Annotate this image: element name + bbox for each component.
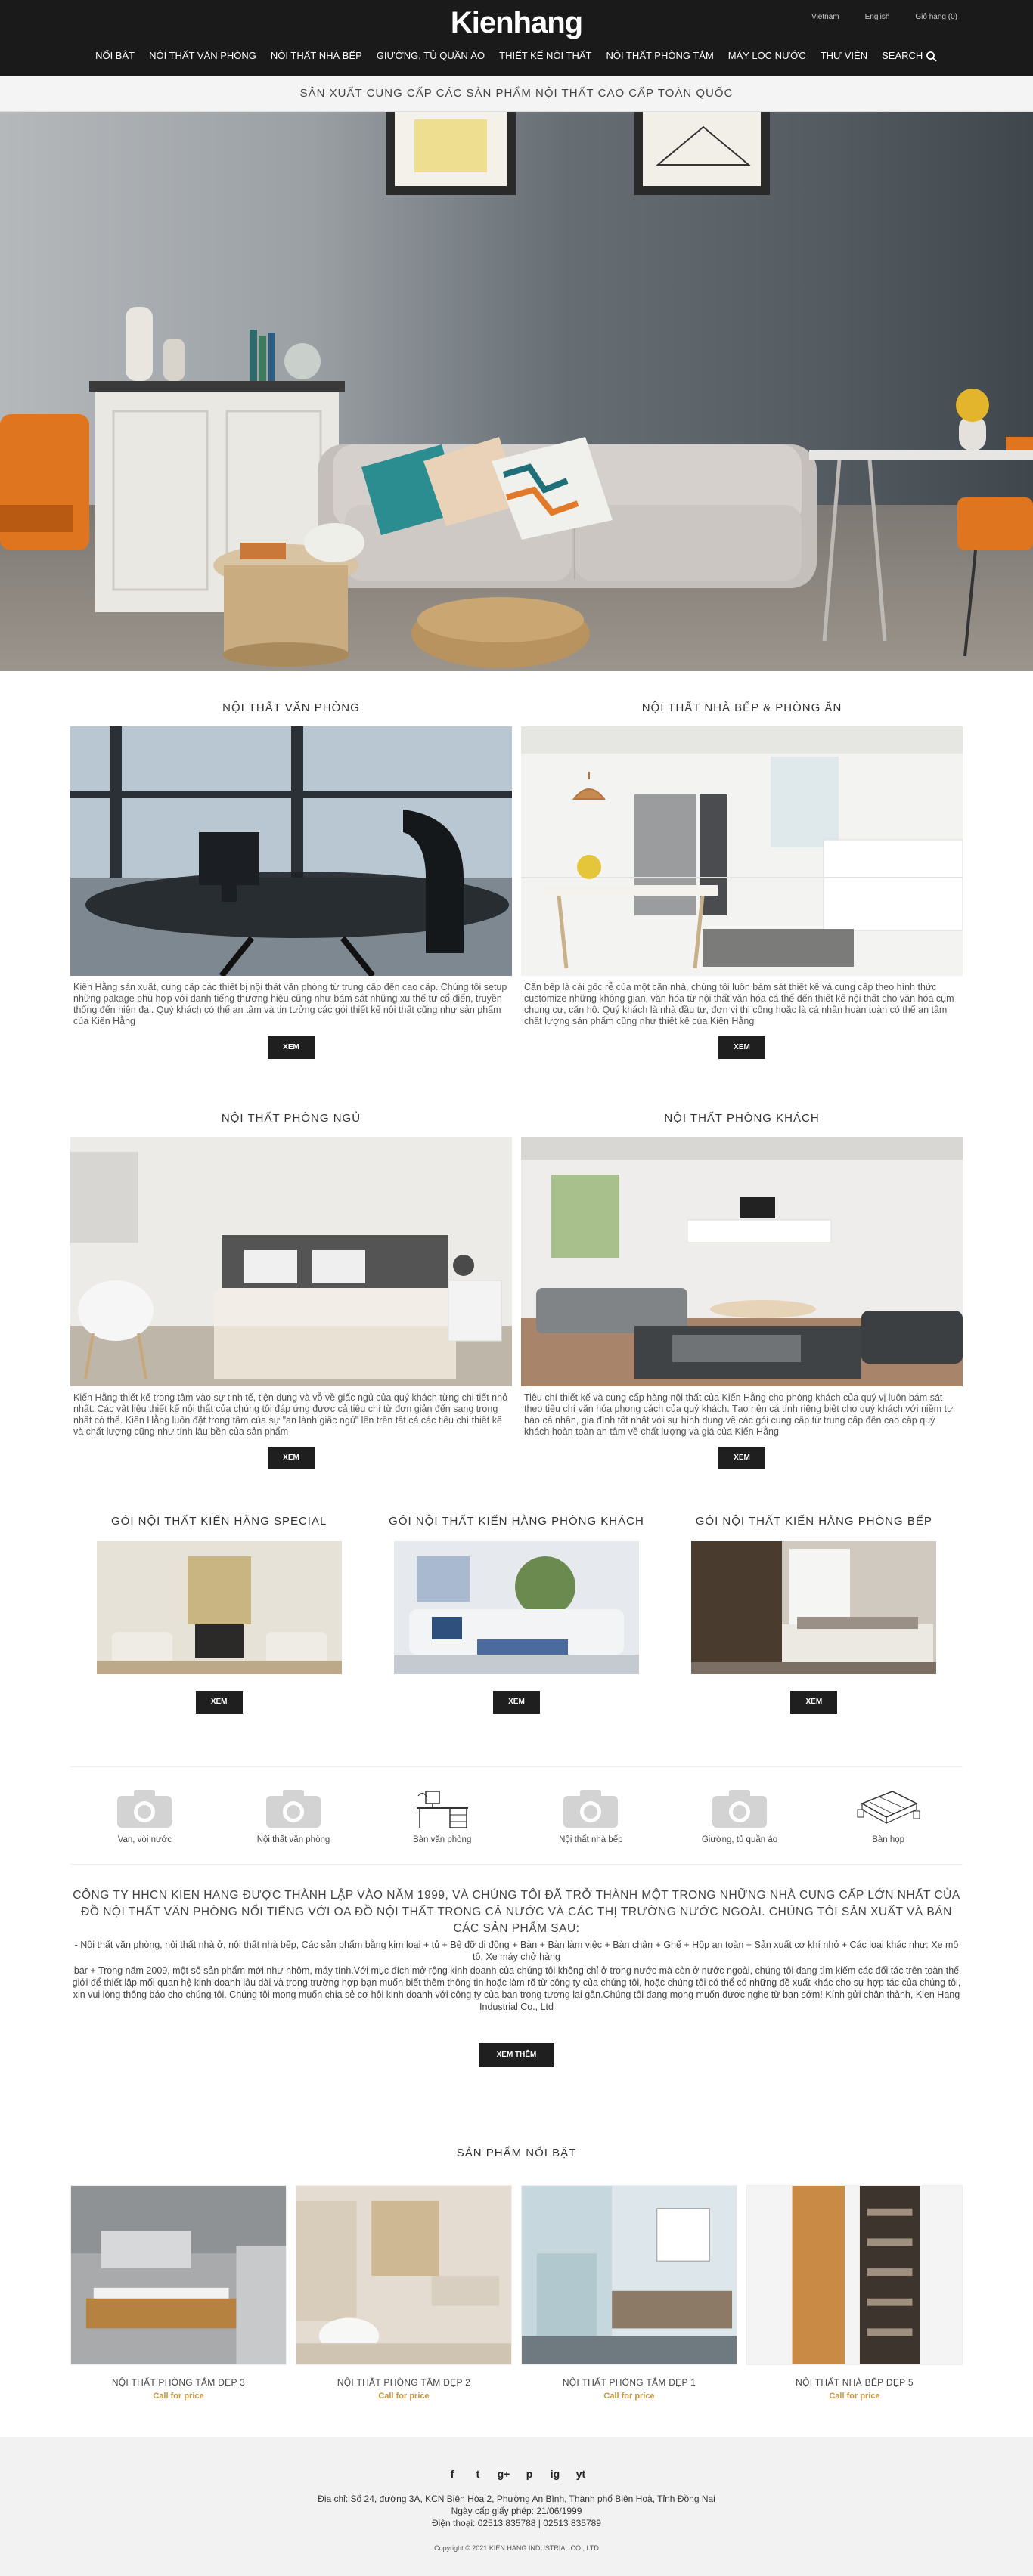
category-title[interactable]: NỘI THẤT PHÒNG NGỦ [221, 1112, 361, 1125]
view-office-button[interactable]: XEM [268, 1036, 315, 1059]
company-intro [70, 1887, 963, 2067]
bathroom-1-image[interactable] [521, 2185, 737, 2365]
office-desk-icon [412, 1787, 473, 1829]
instagram-icon[interactable]: ig [550, 2468, 560, 2480]
category-description: Tiêu chí thiết kế và cung cấp hàng nội thất của Kiến Hằng cho phòng khách của quý vị luôn bám sát theo tiêu chí văn hóa phong cách của quý khách. Tạo nên cá tính riêng biệt cho quý khách với niềm tự hào cá nhân, gia đình tốt nhất với sự hình dung về các gói cung cấp từ trung cấp đến cao cấp quý khách hoàn toàn an tâm về chất lượng và giá của Kiến Hằng [524, 1392, 954, 1437]
product-price: Call for price [153, 2392, 204, 2401]
hero-banner [0, 112, 1033, 671]
category-title[interactable]: NỘI THẤT NHÀ BẾP & PHÒNG ĂN [641, 701, 842, 714]
category-card [70, 671, 512, 1082]
twitter-icon[interactable]: t [476, 2468, 480, 2480]
icon-category-item[interactable] [368, 1787, 516, 1844]
pinterest-icon[interactable]: p [526, 2468, 533, 2480]
view-bedroom-button[interactable]: XEM [268, 1447, 315, 1469]
package-title[interactable]: GÓI NỘI THẤT KIẾN HẰNG PHÒNG KHÁCH [389, 1515, 644, 1528]
category-description: Kiến Hằng sản xuất, cung cấp các thiết bị nội thất văn phòng từ trung cấp đến cao cấp. Chúng tôi setup những pakage phù hợp với danh tiếng thương hiệu cũng như bám sát những xu thế từ cổ điển, truyền thống đến hiện đại. Quý khách có thể an tâm và tin tưởng các gói thiết kế nội thất cũng như sản phẩm của Kiến Hằng [73, 982, 507, 1026]
nav-item-search[interactable] [882, 50, 938, 63]
category-card [521, 671, 963, 1082]
nav-item-thu-vien[interactable]: THƯ VIỆN [820, 50, 868, 61]
category-description: Kiến Hằng thiết kế trong tâm vào sự tinh tế, tiện dụng và vỗ về giấc ngủ của quý khách từng chi tiết nhỏ nhất. Các vật liệu thiết kế nội thất của chúng tôi đáp ứng được cả tiêu chí từ đơn giản đến sang trọng nhất có thể. Kiến Hằng luôn đặt trong tâm của sự "an lành giấc ngủ" lên trên tất cả các tiêu chí thiết kế và chất lượng cũng như tính lâu bền của sản phẩm [73, 1392, 508, 1437]
product-card[interactable] [70, 2185, 287, 2401]
product-name[interactable]: NỘI THẤT PHÒNG TẮM ĐẸP 3 [111, 2377, 246, 2388]
icon-category-item[interactable] [219, 1787, 368, 1844]
package-card [70, 1515, 368, 1714]
product-price: Call for price [603, 2392, 655, 2401]
icon-category-item[interactable] [665, 1787, 814, 1844]
view-special-package-button[interactable]: XEM [196, 1691, 243, 1714]
nav-item-van-phong[interactable]: NỘI THẤT VĂN PHÒNG [149, 50, 256, 61]
package-card [368, 1515, 665, 1714]
product-card[interactable] [521, 2185, 737, 2401]
office-furniture-image[interactable] [70, 726, 512, 976]
site-header [0, 0, 1033, 76]
product-price: Call for price [829, 2392, 880, 2401]
social-links [0, 2467, 1033, 2481]
category-title[interactable]: NỘI THẤT PHÒNG KHÁCH [664, 1112, 820, 1125]
living-room-furniture-image[interactable] [521, 1137, 963, 1386]
nav-item-giuong-tu[interactable]: GIƯỜNG, TỦ QUẦN ÁO [376, 50, 485, 61]
package-title[interactable]: GÓI NỘI THẤT KIẾN HẰNG SPECIAL [110, 1515, 327, 1528]
nav-item-nha-bep[interactable]: NỘI THẤT NHÀ BẾP [270, 50, 362, 61]
category-card [70, 1082, 512, 1492]
intro-body: bar + Trong năm 2009, một số sản phẩm mới như nhôm, máy tính.Với mục đích mở rộng kinh doanh của chúng tôi không chỉ ở trong nước mà còn ở nước ngoài, chúng tôi đang tìm kiếm các đối tác trên toàn thế giới để thiết lập mối quan hệ kinh doanh lâu dài và trong trường hợp bạn muốn biết thêm thông tin hoặc làm rõ từ công ty của chúng tôi, hoặc chúng tôi có thể có những đề xuất khác cho sự hợp tác của chúng tôi, xin vui lòng thông báo cho chúng tôi. Chúng tôi mong muốn chia sẻ cơ hội kinh doanh với công ty của bạn trong tương lai gần.Chúng tôi đang mong muốn được nghe từ bạn sớm! Kính gửi chân thành, Kien Hang Industrial Co., Ltd [72, 1965, 961, 2012]
footer-address: Địa chỉ: Số 24, đường 3A, KCN Biên Hòa 2, Phường An Bình, Thành phố Biên Hoà, Tỉnh Đồng Nai [318, 2494, 715, 2504]
icon-category-label: Giường, tủ quần áo [701, 1835, 778, 1844]
nav-search-label: SEARCH [882, 50, 923, 61]
icon-category-item[interactable] [516, 1787, 665, 1844]
view-kitchen-button[interactable]: XEM [718, 1036, 765, 1059]
icon-category-label: Bàn họp [872, 1835, 905, 1844]
product-card[interactable] [746, 2185, 963, 2401]
icon-category-label: Nội thất nhà bếp [559, 1835, 623, 1844]
product-category-icons [70, 1766, 963, 1865]
cart-link[interactable]: Giỏ hàng (0) [915, 13, 957, 21]
featured-grid [70, 2185, 963, 2401]
footer-license: Ngày cấp giấy phép: 21/06/1999 [451, 2506, 582, 2516]
living-room-package-image[interactable] [394, 1541, 639, 1674]
intro-products: - Nội thất văn phòng, nội thất nhà ở, nội thất nhà bếp, Các sản phẩm bằng kim loại + tủ + Bệ đỡ di động + Bàn + Bàn làm việc + Bàn chân + Ghế + Hộp an toàn + Sản xuất cơ khí nhỏ + Các loại khác như: Xe mô tô, Xe máy chở hàng [74, 1940, 959, 1962]
icon-category-label: Nội thất văn phòng [256, 1835, 330, 1844]
package-title[interactable]: GÓI NỘI THẤT KIẾN HẰNG PHÒNG BẾP [695, 1515, 932, 1528]
meeting-table-icon [855, 1787, 923, 1829]
featured-products [70, 2147, 963, 2401]
hero-living-room-image [0, 112, 1033, 671]
category-description: Căn bếp là cái gốc rễ của một căn nhà, chúng tôi luôn bám sát thiết kế và cung cấp theo hình thức customize những không gian, văn hóa từ nội thất văn hóa cá thể đến thiết kế nội thất cho văn hóa cụm chung cư, căn hộ. Quý khách là nhà đầu tư, đơn vị thi công hoặc là cá nhân hoàn toàn có thể an tâm chất lượng sản phẩm cũng như thiết kế của Kiến Hằng [524, 982, 954, 1026]
logo[interactable]: Kienhang [450, 6, 583, 39]
view-kitchen-package-button[interactable]: XEM [790, 1691, 837, 1714]
bedroom-furniture-image[interactable] [70, 1137, 512, 1386]
category-card [521, 1082, 963, 1492]
intro-headline: CÔNG TY HHCN KIEN HANG ĐƯỢC THÀNH LẬP VÀO NĂM 1999, VÀ CHÚNG TÔI ĐÃ TRỞ THÀNH MỘT TRONG NHỮNG NHÀ CUNG CẤP LỚN NHẤT CỦA ĐỒ NỘI THẤT VĂN PHÒNG NỔI TIẾNG VỚI OA ĐỒ NỘI THẤT TRONG CẢ NƯỚC VÀ CÁC THỊ TRƯỜNG NƯỚC NGOÀI. CHÚNG TÔI SẢN XUẤT VÀ BÁN CÁC SẢN PHẨM SAU: [73, 1889, 960, 1935]
top-links [811, 13, 957, 21]
read-more-button[interactable]: XEM THÊM [479, 2043, 554, 2067]
contact-info [0, 2493, 1033, 2529]
youtube-icon[interactable]: yt [575, 2468, 586, 2480]
bathroom-2-image[interactable] [296, 2185, 512, 2365]
package-card [665, 1515, 963, 1714]
nav-item-may-loc-nuoc[interactable]: MÁY LỌC NƯỚC [727, 50, 806, 61]
footer-phone: Điện thoại: 02513 835788 | 02513 835789 [432, 2518, 601, 2528]
camera-placeholder-icon [709, 1787, 770, 1829]
category-grid [70, 671, 963, 1492]
kitchen-furniture-image[interactable] [521, 726, 963, 976]
view-living-room-button[interactable]: XEM [718, 1447, 765, 1469]
nav-item-thiet-ke[interactable]: THIẾT KẾ NỘI THẤT [499, 50, 592, 61]
package-grid [70, 1492, 963, 1736]
main-nav [0, 50, 1033, 63]
camera-placeholder-icon [114, 1787, 175, 1829]
icon-category-label: Bàn văn phòng [412, 1835, 472, 1844]
product-name[interactable]: NỘI THẤT NHÀ BẾP ĐẸP 5 [796, 2377, 914, 2388]
lang-vietnam-link[interactable]: Vietnam [811, 13, 839, 21]
category-title[interactable]: NỘI THẤT VĂN PHÒNG [222, 701, 360, 714]
copyright: Copyright © 2021 KIEN HANG INDUSTRIAL CO., LTD [434, 2544, 599, 2552]
icon-category-label: Van, vòi nước [117, 1835, 172, 1844]
product-name[interactable]: NỘI THẤT PHÒNG TẮM ĐẸP 2 [337, 2377, 471, 2388]
special-package-image[interactable] [97, 1541, 342, 1674]
featured-title: SẢN PHẨM NỔI BẬT [456, 2147, 577, 2160]
search-icon[interactable] [926, 51, 938, 63]
view-living-room-package-button[interactable]: XEM [493, 1691, 540, 1714]
product-price: Call for price [378, 2392, 430, 2401]
nav-item-phong-tam[interactable]: NỘI THẤT PHÒNG TẮM [606, 50, 714, 61]
facebook-icon[interactable]: f [450, 2468, 454, 2480]
bathroom-3-image[interactable] [70, 2185, 287, 2365]
kitchen-5-image[interactable] [746, 2185, 963, 2365]
product-card[interactable] [296, 2185, 512, 2401]
icon-category-item[interactable] [814, 1787, 963, 1844]
camera-placeholder-icon [560, 1787, 621, 1829]
tagline: SẢN XUẤT CUNG CẤP CÁC SẢN PHẨM NỘI THẤT CAO CẤP TOÀN QUỐC [0, 76, 1033, 112]
site-footer [0, 2437, 1033, 2576]
camera-placeholder-icon [263, 1787, 324, 1829]
google-plus-icon[interactable]: g+ [497, 2468, 510, 2480]
nav-item-noi-bat[interactable]: NỔI BẬT [95, 50, 135, 61]
kitchen-package-image[interactable] [691, 1541, 936, 1674]
product-name[interactable]: NỘI THẤT PHÒNG TẮM ĐẸP 1 [562, 2377, 696, 2388]
icon-category-item[interactable] [70, 1787, 219, 1844]
lang-english-link[interactable]: English [864, 13, 890, 21]
